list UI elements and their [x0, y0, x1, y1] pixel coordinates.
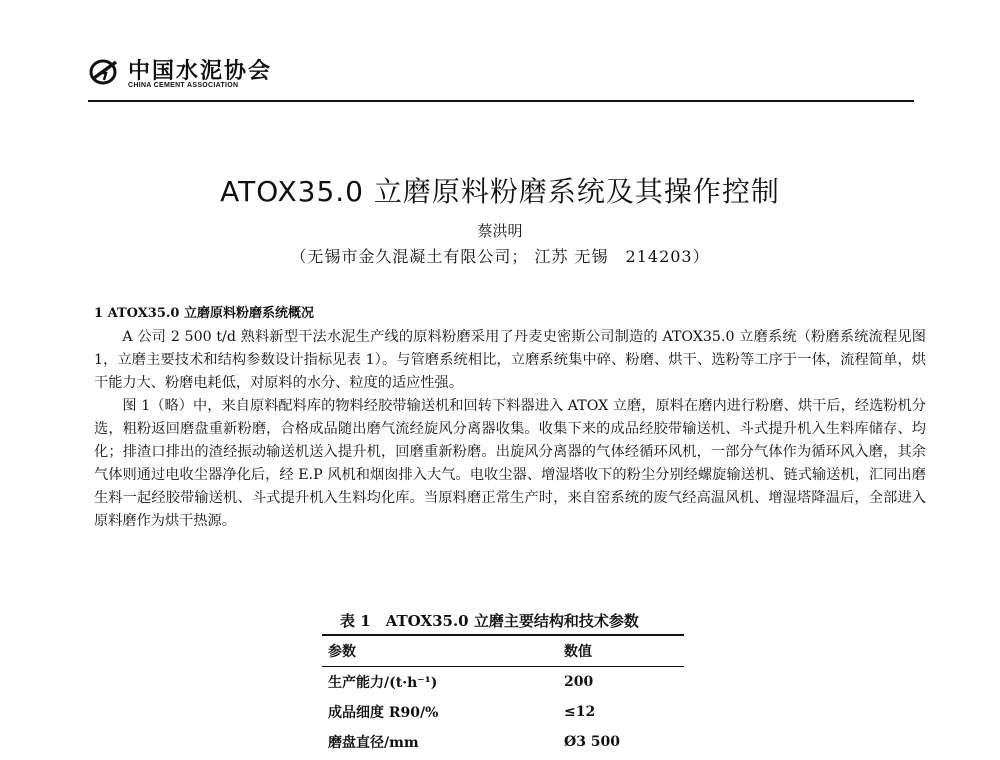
article-author: 蔡洪明 — [477, 222, 523, 240]
table-cell: 生产能力/(t·h⁻¹) — [328, 675, 438, 691]
table-cell: Ø3 500 — [564, 734, 621, 750]
table-row — [322, 727, 684, 757]
table-header-cell: 参数 — [328, 644, 356, 660]
table-cell: ≤12 — [564, 704, 596, 720]
table-row — [322, 667, 684, 697]
author-affiliation: （无锡市金久混凝土有限公司； 江苏 无锡 214203） — [290, 247, 710, 266]
parameter-table — [322, 634, 684, 757]
table-cell: 磨盘直径/mm — [328, 735, 419, 751]
table-cell: 200 — [564, 674, 594, 690]
article-body — [94, 326, 926, 533]
page-header — [88, 52, 948, 104]
article-title: ATOX35.0 立磨原料粉磨系统及其操作控制 — [220, 175, 780, 208]
table-cell: 成品细度 R90/% — [328, 705, 439, 721]
header-divider — [88, 100, 914, 102]
section-heading: 1 ATOX35.0 立磨原料粉磨系统概况 — [94, 306, 314, 321]
table-row — [322, 697, 684, 727]
table-header-cell: 数值 — [564, 644, 592, 660]
logo-english-name: CHINA CEMENT ASSOCIATION — [128, 82, 239, 89]
body-paragraph: 图 1（略）中，来自原料配料库的物料经胶带输送机和回转下料器进入 ATOX 立磨，原料在磨内进行粉磨、烘干后，经选粉机分选，粗粉返回磨盘重新粉磨，合格成品随出磨气流经旋风分离器收集。收集下来的成品经胶带输送机、斗式提升机入生料库储存、均化；排渣口排出的渣经振动输送机送入提升机，回磨重新粉磨。出旋风分离器的气体经循环风机，一部分气体作为循环风入磨，其余气体则通过电收尘器净化后，经 E.P 风机和烟囱排入大气。电收尘器、增湿塔收下的粉尘分别经螺旋输送机、链式输送机，汇同出磨生料一起经胶带输送机、斗式提升机入生料均化库。当原料磨正常生产时，来自窑系统的废气经高温风机、增湿塔降温后，全部进入原料磨作为烘干热源。 — [94, 398, 926, 529]
body-paragraph: A 公司 2 500 t/d 熟料新型干法水泥生产线的原料粉磨采用了丹麦史密斯公司制造的 ATOX35.0 立磨系统（粉磨系统流程见图 1，立磨主要技术和结构参数设计指标见表 1）。与管磨系统相比，立磨系统集中碎、粉磨、烘干、选粉等工序于一体，流程简单，烘干能力大、粉磨电耗低，对原料的水分、粒度的适应性强。 — [94, 329, 926, 391]
table-caption: 表 1 ATOX35.0 立磨主要结构和技术参数 — [340, 612, 639, 630]
table-header-row — [322, 636, 684, 666]
cement-association-logo-icon — [88, 56, 122, 86]
logo-chinese-name: 中国水泥协会 — [128, 58, 273, 84]
